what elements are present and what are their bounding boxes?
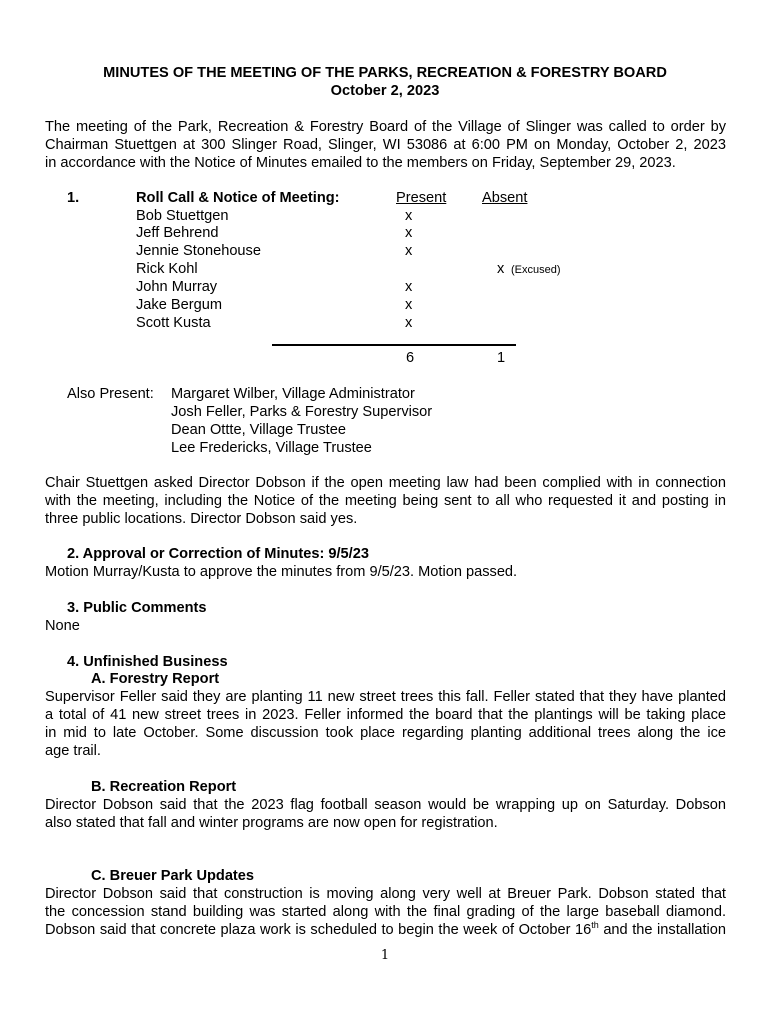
paragraph-line: three public locations. Director Dobson said yes. [45, 511, 358, 527]
member-name: Scott Kusta [136, 315, 211, 331]
member-name: Jake Bergum [136, 297, 222, 313]
present-mark: x [405, 315, 413, 331]
attendee: Josh Feller, Parks & Forestry Supervisor [171, 404, 433, 420]
paragraph-line: Supervisor Feller said they are planting 11 new street trees this fall. Feller stated that they have planted [45, 689, 726, 705]
member-name: John Murray [136, 279, 218, 295]
section-2-heading: 2. Approval or Correction of Minutes: 9/5/23 [67, 546, 369, 562]
totals-divider [272, 344, 516, 346]
present-header: Present [396, 190, 447, 206]
section-4-heading: 4. Unfinished Business [67, 654, 228, 670]
recreation-paragraph [45, 796, 726, 832]
present-mark: x [405, 208, 413, 224]
member-name: Rick Kohl [136, 261, 198, 277]
paragraph-line: in mid to late October. Some discussion took place regarding planting additional trees along the ice [45, 725, 726, 741]
roll-call-number: 1. [67, 190, 80, 206]
also-present-label: Also Present: [67, 386, 154, 402]
paragraph-line: a total of 41 new street trees in 2023. Feller informed the board that the plantings will be taking place [45, 707, 726, 723]
attendee: Dean Ottte, Village Trustee [171, 422, 346, 438]
section-3-text: None [45, 618, 80, 634]
absent-header: Absent [482, 190, 528, 206]
forestry-heading: A. Forestry Report [91, 671, 220, 687]
paragraph-line: also stated that fall and winter programs are now open for registration. [45, 815, 498, 831]
forestry-paragraph [45, 688, 726, 760]
paragraph-line: Dobson said that concrete plaza work is scheduled to begin the week of October 16th and the installation [45, 920, 726, 938]
intro-line: The meeting of the Park, Recreation & Forestry Board of the Village of Slinger was called to order by [45, 119, 726, 135]
breuer-park-paragraph [45, 885, 726, 939]
paragraph-line: Director Dobson said that construction is moving along very well at Breuer Park. Dobson stated that [45, 886, 726, 902]
present-total: 6 [406, 350, 415, 366]
attendee: Lee Fredericks, Village Trustee [171, 440, 372, 456]
roll-call-heading: Roll Call & Notice of Meeting: [136, 190, 340, 206]
absence-note: (Excused) [511, 264, 561, 276]
present-mark: x [405, 243, 413, 259]
member-name: Jeff Behrend [136, 225, 219, 241]
present-mark: x [405, 297, 413, 313]
meeting-date: October 2, 2023 [330, 83, 440, 99]
page-number: 1 [380, 948, 390, 963]
paragraph-line: Chair Stuettgen asked Director Dobson if the open meeting law had been complied with in connection [45, 475, 726, 491]
absent-total: 1 [497, 350, 506, 366]
intro-line: Chairman Stuettgen at 300 Slinger Road, Slinger, WI 53086 at 6:00 PM on Monday, October 2, 2023 [45, 137, 726, 153]
recreation-heading: B. Recreation Report [91, 779, 237, 795]
paragraph-line: age trail. [45, 743, 101, 759]
document-title: MINUTES OF THE MEETING OF THE PARKS, RECREATION & FORESTRY BOARD [103, 65, 667, 81]
intro-line: in accordance with the Notice of Minutes emailed to the members on Friday, September 29, 2023. [45, 155, 676, 171]
open-meeting-paragraph [45, 474, 726, 528]
member-name: Jennie Stonehouse [136, 243, 261, 259]
member-name: Bob Stuettgen [136, 208, 229, 224]
paragraph-line: the concession stand building was started along with the final grading of the large baseball diamond. [45, 904, 726, 920]
intro-paragraph [45, 118, 726, 172]
present-mark: x [405, 279, 413, 295]
absent-mark: x [497, 261, 505, 277]
paragraph-line: Director Dobson said that the 2023 flag football season would be wrapping up on Saturday. Dobson [45, 797, 726, 813]
present-mark: x [405, 225, 413, 241]
section-3-heading: 3. Public Comments [67, 600, 207, 616]
paragraph-line: with the meeting, including the Notice of the meeting being sent to all who requested it and posting in [45, 493, 726, 509]
section-2-text: Motion Murray/Kusta to approve the minutes from 9/5/23. Motion passed. [45, 564, 518, 580]
attendee: Margaret Wilber, Village Administrator [171, 386, 415, 402]
breuer-park-heading: C. Breuer Park Updates [91, 868, 255, 884]
